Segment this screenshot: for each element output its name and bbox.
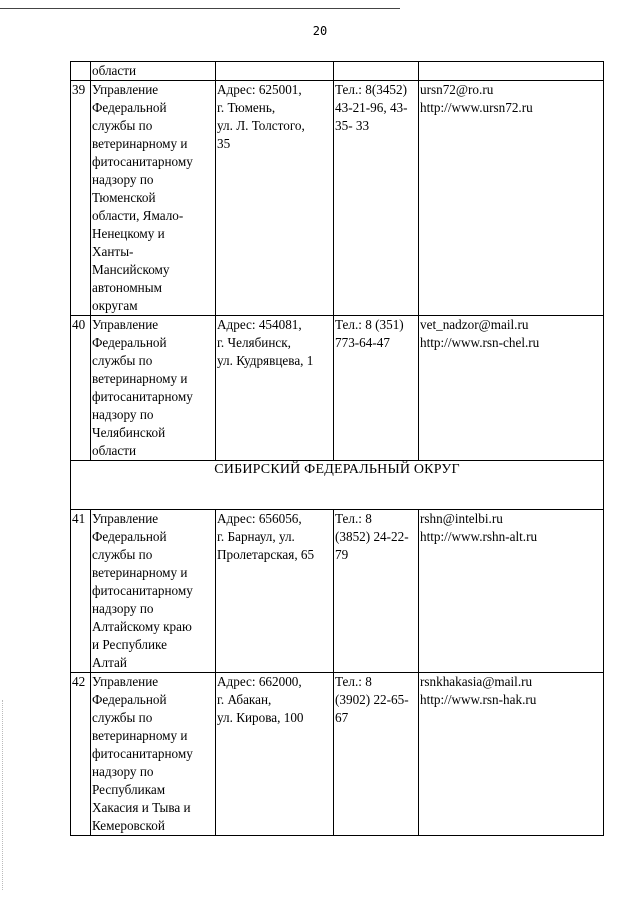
- agency-name-cell: Управление Федеральной службы по ветеринарному и фитосанитарному надзору по Челябинской области: [91, 316, 216, 461]
- table-body: [71, 62, 604, 836]
- address-cell: Адрес: 656056, г. Барнаул, ул. Пролетарская, 65: [216, 510, 334, 673]
- contact-cell: [419, 316, 604, 461]
- phone-cell: Тел.: 8 (3902) 22-65- 67: [334, 673, 419, 836]
- scan-artifact: [2, 700, 6, 890]
- contact-cell: [419, 62, 604, 81]
- page-number: 20: [312, 24, 328, 38]
- phone-cell: Тел.: 8 (3852) 24-22- 79: [334, 510, 419, 673]
- website-link[interactable]: http://www.ursn72.ru: [420, 100, 533, 115]
- table-row-39: [71, 81, 604, 316]
- phone-cell: Тел.: 8 (351) 773-64-47: [334, 316, 419, 461]
- row-number-cell: [71, 62, 91, 81]
- row-number-cell: 40: [71, 316, 91, 461]
- table-row-42: [71, 673, 604, 836]
- header-rule: [0, 8, 400, 9]
- address-cell: [216, 62, 334, 81]
- contact-cell: [419, 510, 604, 673]
- website-link[interactable]: http://www.rsn-hak.ru: [420, 692, 537, 707]
- agency-table: [70, 61, 604, 836]
- table-row-continuation: [71, 62, 604, 81]
- row-number-cell: 41: [71, 510, 91, 673]
- agency-name-cell: Управление Федеральной службы по ветеринарному и фитосанитарному надзору по Тюменской области, Ямало- Ненецкому и Ханты- Мансийскому автономным округам: [91, 81, 216, 316]
- row-number-cell: 39: [71, 81, 91, 316]
- table-row-40: [71, 316, 604, 461]
- table-row-41: [71, 510, 604, 673]
- agency-name-cell: области: [91, 62, 216, 81]
- contact-cell: [419, 673, 604, 836]
- district-header-row: [71, 461, 604, 510]
- agency-name-cell: Управление Федеральной службы по ветеринарному и фитосанитарному надзору по Алтайскому краю и Республике Алтай: [91, 510, 216, 673]
- email-link[interactable]: rsnkhakasia@mail.ru: [420, 674, 533, 689]
- agency-name-cell: Управление Федеральной службы по ветеринарному и фитосанитарному надзору по Республикам Хакасия и Тыва и Кемеровской: [91, 673, 216, 836]
- email-link[interactable]: vet_nadzor@mail.ru: [420, 317, 529, 332]
- district-header: СИБИРСКИЙ ФЕДЕРАЛЬНЫЙ ОКРУГ: [71, 461, 604, 510]
- address-cell: Адрес: 454081, г. Челябинск, ул. Кудрявцева, 1: [216, 316, 334, 461]
- phone-cell: Тел.: 8(3452) 43-21-96, 43- 35- 33: [334, 81, 419, 316]
- website-link[interactable]: http://www.rshn-alt.ru: [420, 529, 538, 544]
- address-cell: Адрес: 625001, г. Тюмень, ул. Л. Толстого, 35: [216, 81, 334, 316]
- address-cell: Адрес: 662000, г. Абакан, ул. Кирова, 100: [216, 673, 334, 836]
- row-number-cell: 42: [71, 673, 91, 836]
- email-link[interactable]: ursn72@ro.ru: [420, 82, 494, 97]
- website-link[interactable]: http://www.rsn-chel.ru: [420, 335, 540, 350]
- email-link[interactable]: rshn@intelbi.ru: [420, 511, 503, 526]
- contact-cell: [419, 81, 604, 316]
- phone-cell: [334, 62, 419, 81]
